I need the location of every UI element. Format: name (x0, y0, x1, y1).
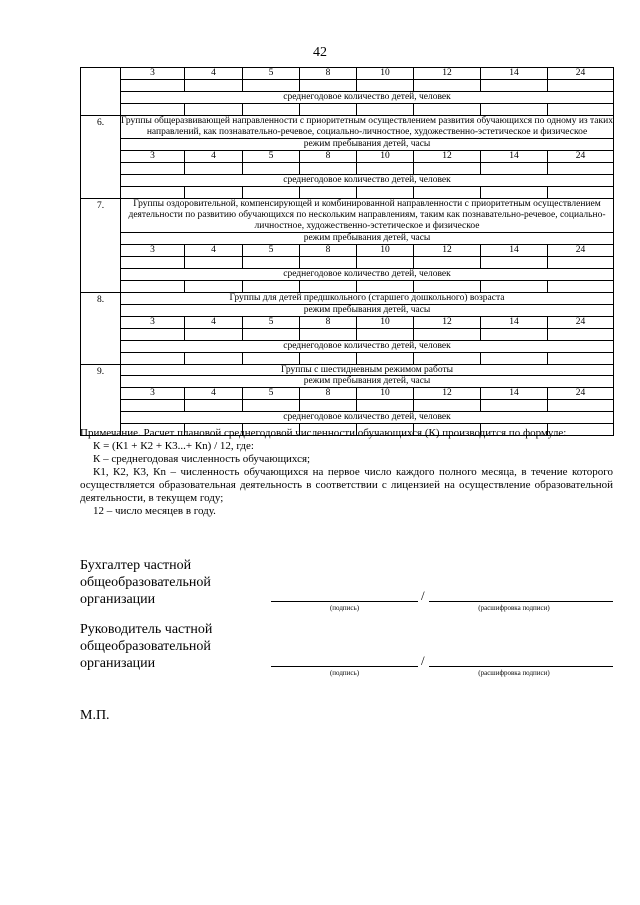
accountant-slash: / (421, 588, 425, 603)
data-cell[interactable] (121, 256, 185, 268)
data-cell[interactable] (185, 256, 243, 268)
data-cell[interactable] (121, 80, 185, 92)
data-cell[interactable] (481, 400, 548, 412)
data-cell[interactable] (243, 162, 300, 174)
data-cell[interactable] (185, 162, 243, 174)
data-cell[interactable] (300, 80, 357, 92)
column-header: 5 (243, 316, 300, 328)
column-header: 8 (300, 244, 357, 256)
data-cell[interactable] (414, 400, 481, 412)
column-header: 3 (121, 388, 185, 400)
data-cell[interactable] (414, 328, 481, 340)
groups-table (80, 67, 614, 436)
data-cell[interactable] (300, 104, 357, 116)
column-header: 4 (185, 150, 243, 162)
data-cell[interactable] (243, 80, 300, 92)
data-cell[interactable] (243, 256, 300, 268)
table-row (81, 268, 614, 280)
data-cell[interactable] (414, 162, 481, 174)
data-cell[interactable] (185, 400, 243, 412)
data-cell[interactable] (185, 280, 243, 292)
table-row (81, 198, 614, 232)
data-cell[interactable] (300, 256, 357, 268)
table-row (81, 280, 614, 292)
average-count-label: среднегодовое количество детей, человек (121, 340, 614, 352)
average-count-label: среднегодовое количество детей, человек (121, 174, 614, 186)
data-cell[interactable] (481, 256, 548, 268)
table-row (81, 80, 614, 92)
section-number-cell (81, 68, 121, 116)
data-cell[interactable] (121, 104, 185, 116)
data-cell[interactable] (548, 104, 614, 116)
column-header: 4 (185, 244, 243, 256)
column-header: 12 (414, 316, 481, 328)
note-block (80, 427, 613, 518)
data-cell[interactable] (300, 280, 357, 292)
data-cell[interactable] (481, 80, 548, 92)
accountant-sign-caption: (подпись) (329, 604, 360, 612)
column-header: 3 (121, 244, 185, 256)
data-cell[interactable] (414, 104, 481, 116)
data-cell[interactable] (300, 352, 357, 364)
table-row (81, 376, 614, 388)
director-decode-caption: (расшифровка подписи) (478, 669, 550, 677)
table-row (81, 400, 614, 412)
table-row (81, 186, 614, 198)
section-number: 8. (81, 292, 121, 364)
data-cell[interactable] (481, 104, 548, 116)
table-row (81, 174, 614, 186)
average-count-label: среднегодовое количество детей, человек (121, 92, 614, 104)
column-header: 12 (414, 244, 481, 256)
stamp-placeholder: М.П. (80, 708, 110, 723)
stay-mode-label: режим пребывания детей, часы (121, 304, 614, 316)
data-cell[interactable] (121, 400, 185, 412)
group-description: Группы для детей предшкольного (старшего дошкольного) возраста (121, 292, 614, 304)
data-cell[interactable] (357, 104, 414, 116)
table-row (81, 92, 614, 104)
accountant-decode-line[interactable] (429, 601, 613, 602)
table-row (81, 138, 614, 150)
data-cell[interactable] (548, 400, 614, 412)
column-header: 24 (548, 150, 614, 162)
section-number: 6. (81, 116, 121, 199)
director-sign-caption: (подпись) (329, 669, 360, 677)
section-number: 7. (81, 198, 121, 292)
column-header: 14 (481, 68, 548, 80)
table-row (81, 316, 614, 328)
column-header: 5 (243, 244, 300, 256)
data-cell[interactable] (548, 80, 614, 92)
average-count-label: среднегодовое количество детей, человек (121, 268, 614, 280)
data-cell[interactable] (414, 280, 481, 292)
data-cell[interactable] (481, 162, 548, 174)
table-row (81, 162, 614, 174)
column-header: 10 (357, 150, 414, 162)
table-row (81, 292, 614, 304)
column-header: 14 (481, 316, 548, 328)
data-cell[interactable] (357, 352, 414, 364)
data-cell[interactable] (548, 256, 614, 268)
data-cell[interactable] (121, 280, 185, 292)
column-header: 5 (243, 68, 300, 80)
data-cell[interactable] (548, 352, 614, 364)
director-signature-line[interactable] (271, 666, 418, 667)
note-formula: К = (К1 + К2 + К3...+ Кn) / 12, где: (93, 440, 254, 452)
data-cell[interactable] (185, 352, 243, 364)
table-row (81, 328, 614, 340)
stay-mode-label: режим пребывания детей, часы (121, 138, 614, 150)
director-title: Руководитель частной общеобразовательной организации (80, 622, 213, 671)
data-cell[interactable] (300, 400, 357, 412)
data-cell[interactable] (243, 280, 300, 292)
stay-mode-label: режим пребывания детей, часы (121, 232, 614, 244)
data-cell[interactable] (357, 186, 414, 198)
table-row (81, 232, 614, 244)
average-count-label: среднегодовое количество детей, человек (121, 412, 614, 424)
column-header: 12 (414, 388, 481, 400)
table-row (81, 150, 614, 162)
data-cell[interactable] (548, 162, 614, 174)
data-cell[interactable] (121, 328, 185, 340)
column-header: 14 (481, 244, 548, 256)
table-row (81, 256, 614, 268)
data-cell[interactable] (357, 400, 414, 412)
note-intro: Примечание. Расчет плановой среднегодовой численности обучающихся (К) производится по формуле: (80, 427, 567, 439)
section-number: 9. (81, 364, 121, 436)
data-cell[interactable] (243, 186, 300, 198)
table-row (81, 244, 614, 256)
column-header: 12 (414, 68, 481, 80)
data-cell[interactable] (357, 280, 414, 292)
data-cell[interactable] (243, 400, 300, 412)
data-cell[interactable] (243, 352, 300, 364)
column-header: 10 (357, 388, 414, 400)
data-cell[interactable] (243, 328, 300, 340)
column-header: 3 (121, 316, 185, 328)
table-row (81, 104, 614, 116)
data-cell[interactable] (548, 280, 614, 292)
data-cell[interactable] (300, 328, 357, 340)
page-number: 42 (313, 45, 327, 60)
data-cell[interactable] (121, 352, 185, 364)
table-row (81, 116, 614, 139)
column-header: 3 (121, 68, 185, 80)
data-cell[interactable] (414, 186, 481, 198)
data-cell[interactable] (414, 256, 481, 268)
data-cell[interactable] (357, 256, 414, 268)
director-slash: / (421, 653, 425, 668)
group-description: Группы оздоровительной, компенсирующей и комбинированной направленности с приоритетным осуществлением деятельности по развитию обучающихся по нескольким направлениям, таким как познавательно-речевое, социально-личностное, художественно-эстетическое и физическое (121, 198, 614, 232)
table-row (81, 304, 614, 316)
column-header: 8 (300, 388, 357, 400)
note-months: 12 – число месяцев в году. (93, 505, 216, 517)
data-cell[interactable] (357, 80, 414, 92)
data-cell[interactable] (185, 186, 243, 198)
data-cell[interactable] (548, 328, 614, 340)
column-header: 14 (481, 388, 548, 400)
group-description: Группы с шестидневным режимом работы (121, 364, 614, 376)
accountant-signature-line[interactable] (271, 601, 418, 602)
column-header: 8 (300, 316, 357, 328)
column-header: 10 (357, 316, 414, 328)
data-cell[interactable] (121, 162, 185, 174)
column-header: 4 (185, 316, 243, 328)
data-cell[interactable] (414, 352, 481, 364)
data-cell[interactable] (300, 162, 357, 174)
column-header: 24 (548, 68, 614, 80)
column-header: 24 (548, 388, 614, 400)
data-cell[interactable] (481, 280, 548, 292)
column-header: 14 (481, 150, 548, 162)
column-header: 24 (548, 316, 614, 328)
column-header: 8 (300, 150, 357, 162)
table-row (81, 352, 614, 364)
column-header: 10 (357, 244, 414, 256)
column-header: 4 (185, 388, 243, 400)
director-decode-line[interactable] (429, 666, 613, 667)
column-header: 12 (414, 150, 481, 162)
group-description: Группы общеразвивающей направленности с приоритетным осуществлением развития обучающихся по одному из таких направлений, как познавательно-речевое, социально-личностное, художественно-эстетическое и физическое (121, 116, 613, 137)
data-cell[interactable] (357, 162, 414, 174)
data-cell[interactable] (548, 186, 614, 198)
stay-mode-label: режим пребывания детей, часы (121, 376, 614, 388)
data-cell[interactable] (243, 104, 300, 116)
data-cell[interactable] (357, 328, 414, 340)
table-row (81, 412, 614, 424)
note-k-definition: К – среднегодовая численность обучающихся; (93, 453, 311, 465)
data-cell[interactable] (481, 352, 548, 364)
column-header: 5 (243, 150, 300, 162)
accountant-decode-caption: (расшифровка подписи) (478, 604, 550, 612)
data-cell[interactable] (185, 328, 243, 340)
note-kn-definition: К1, К2, К3, Кn – численность обучающихся на первое число каждого полного месяца, в течение которого осуществляется образовательная деятельность в соответствии с лицензией на осуществление образовательной деятельности, в текущем году; (80, 466, 613, 504)
column-header: 10 (357, 68, 414, 80)
data-cell[interactable] (185, 80, 243, 92)
table-row (81, 364, 614, 376)
column-header: 3 (121, 150, 185, 162)
data-cell[interactable] (185, 104, 243, 116)
column-header: 5 (243, 388, 300, 400)
table-row (81, 68, 614, 80)
column-header: 24 (548, 244, 614, 256)
data-cell[interactable] (300, 186, 357, 198)
data-cell[interactable] (481, 186, 548, 198)
data-cell[interactable] (481, 328, 548, 340)
data-cell[interactable] (121, 186, 185, 198)
column-header: 8 (300, 68, 357, 80)
column-header: 4 (185, 68, 243, 80)
table-row (81, 388, 614, 400)
data-cell[interactable] (414, 80, 481, 92)
accountant-title: Бухгалтер частной общеобразовательной организации (80, 558, 211, 607)
table-row (81, 340, 614, 352)
